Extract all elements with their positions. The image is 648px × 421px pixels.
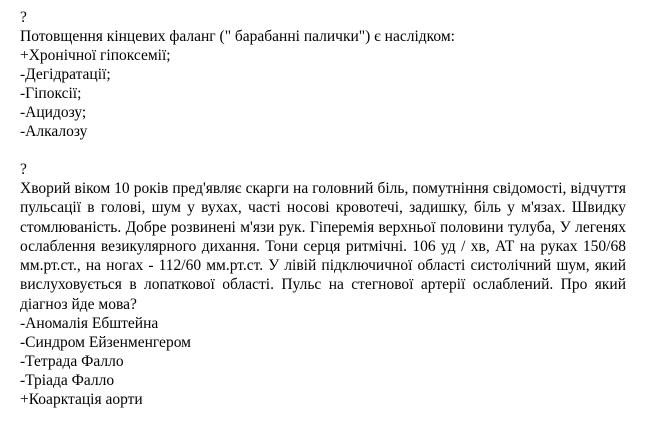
question-text: Потовщення кінцевих фаланг (" барабанні палички") є наслідком:: [20, 28, 455, 45]
answer-option: -Гіпоксії;: [20, 85, 82, 102]
question-marker: ?: [20, 9, 27, 26]
answer-option: -Аномалія Ебштейна: [20, 315, 159, 333]
answer-option: -Ацидозу;: [20, 104, 87, 121]
answer-option: +Коарктація аорти: [20, 391, 143, 409]
answer-option: -Тетрада Фалло: [20, 353, 124, 371]
blank-line: [20, 141, 626, 160]
answer-option: -Алкалозу: [20, 123, 88, 140]
question-marker: ?: [20, 161, 27, 178]
question-text: Хворий віком 10 років пред'являє скарги на головний біль, помутніння свідомості, відчуття пульсації в голові, шум у вухах, часті носові кровотечі, задишку, біль у м'язах. Швидку стомлюваність. Добре розвинені м'язи рук. Гіперемія верхньої половини тулуба, У легенях ослаблення везикулярного дихання. Тони серця ритмічні. 106 уд / хв, АТ на руках 150/68 мм.рт.ст., на ногах - 112/60 мм.рт.ст. У лівій підключичної області систолічний шум, який вислуховується в лопаткової області. Пульс на стегнової артерії ослаблений. Про який діагноз йде мова?: [20, 180, 626, 313]
answer-option: +Хронічної гіпоксемії;: [20, 47, 171, 64]
answer-option: -Синдром Ейзенменгером: [20, 334, 191, 352]
question-block: [20, 160, 626, 409]
answer-option: -Тріада Фалло: [20, 372, 115, 390]
question-block: [20, 8, 626, 141]
document-page: [20, 8, 626, 409]
answer-option: -Дегідратації;: [20, 66, 111, 83]
